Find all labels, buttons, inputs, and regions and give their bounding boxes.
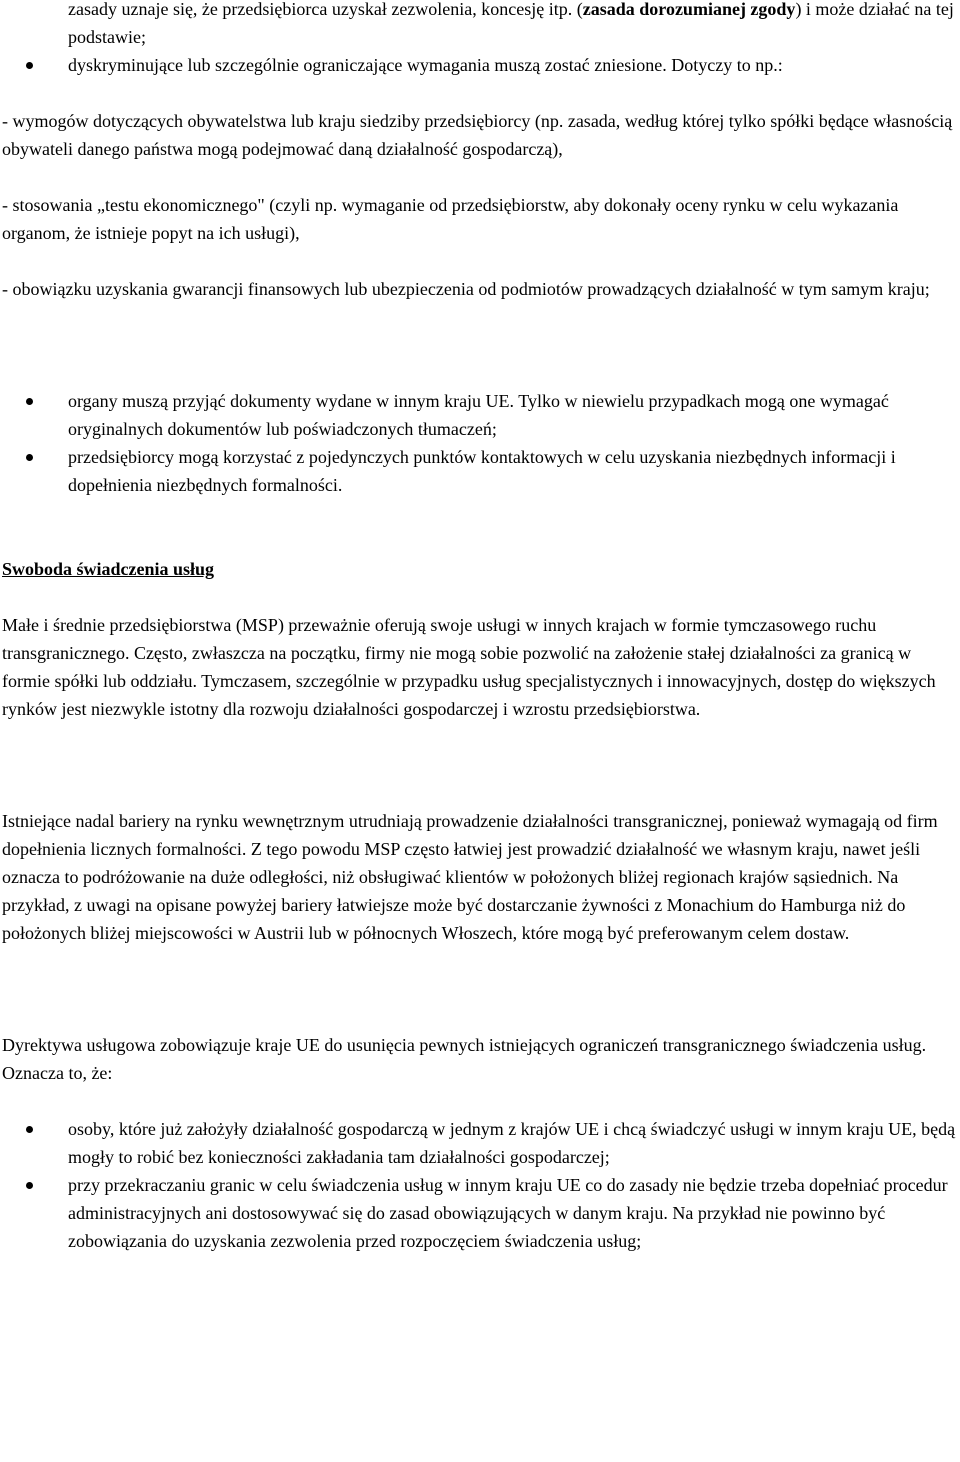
list-item bbox=[2, 51, 956, 79]
dash-item: - stosowania „testu ekonomicznego" (czyli np. wymaganie od przedsiębiorstw, aby dokonały oceny rynku w celu wykazania organom, że istnieje popyt na ich usługi), bbox=[2, 195, 899, 243]
document-page bbox=[2, 0, 956, 1255]
spacer bbox=[2, 247, 956, 275]
list-item-text: przedsiębiorcy mogą korzystać z pojedynczych punktów kontaktowych w celu uzyskania niezbędnych informacji i dopełnienia niezbędnych formalności. bbox=[68, 447, 896, 495]
list-item-continuation bbox=[2, 0, 956, 51]
dash-item: - obowiązku uzyskania gwarancji finansowych lub ubezpieczenia od podmiotów prowadzących działalność w tym samym kraju; bbox=[2, 279, 930, 299]
list-item-text: dyskryminujące lub szczególnie ograniczające wymagania muszą zostać zniesione. Dotyczy to np.: bbox=[68, 55, 783, 75]
spacer bbox=[2, 583, 956, 611]
list-item-text: organy muszą przyjąć dokumenty wydane w innym kraju UE. Tylko w niewielu przypadkach mogą one wymagać oryginalnych dokumentów lub poświadczonych tłumaczeń; bbox=[68, 391, 889, 439]
spacer bbox=[2, 303, 956, 387]
bullet-icon bbox=[26, 62, 33, 69]
paragraph: Istniejące nadal bariery na rynku wewnętrznym utrudniają prowadzenie działalności transgranicznej, ponieważ wymagają od firm dopełnienia licznych formalności. Z tego powodu MSP często łatwiej jest prowadzić działalność we własnym kraju, nawet jeśli oznacza to podróżowanie na duże odległości, niż obsługiwać klientów w położonych bliżej regionach krajów sąsiednich. Na przykład, z uwagi na opisane powyżej bariery łatwiejsze może być dostarczanie żywności z Monachium do Hamburga niż do położonych bliżej miejscowości w Austrii lub w północnych Włoszech, które mogą być preferowanym celem dostaw. bbox=[2, 811, 938, 943]
dash-item: - wymogów dotyczących obywatelstwa lub kraju siedziby przedsiębiorcy (np. zasada, według której tylko spółki będące własnością obywateli danego państwa mogą podejmować daną działalność gospodarczą), bbox=[2, 111, 953, 159]
mid-bullet-list bbox=[2, 387, 956, 499]
spacer bbox=[2, 947, 956, 1031]
bullet-icon bbox=[26, 1182, 33, 1189]
spacer bbox=[2, 499, 956, 555]
spacer bbox=[2, 79, 956, 107]
list-item bbox=[2, 1115, 956, 1171]
top-bullet-list bbox=[2, 0, 956, 79]
paragraph: Małe i średnie przedsiębiorstwa (MSP) przeważnie oferują swoje usługi w innych krajach w formie tymczasowego ruchu transgranicznego. Często, zwłaszcza na początku, firmy nie mogą sobie pozwolić na założenie stałej działalności za granicą w formie spółki lub oddziału. Tymczasem, szczególnie w przypadku usług specjalistycznych i innowacyjnych, dostęp do większych rynków jest niezwykle istotny dla rozwoju działalności gospodarczej i wzrostu przedsiębiorstwa. bbox=[2, 615, 936, 719]
list-item-text: osoby, które już założyły działalność gospodarczą w jednym z krajów UE i chcą świadczyć usługi w innym kraju UE, będą mogły to robić bez konieczności zakładania tam działalności gospodarczej; bbox=[68, 1119, 956, 1167]
paragraph: Dyrektywa usługowa zobowiązuje kraje UE do usunięcia pewnych istniejących ograniczeń transgranicznego świadczenia usług. Oznacza to, że: bbox=[2, 1035, 927, 1083]
bottom-bullet-list bbox=[2, 1115, 956, 1255]
continuation-text-post: ) i może działać na tej podstawie; bbox=[68, 0, 954, 47]
list-item bbox=[2, 443, 956, 499]
bullet-icon bbox=[26, 1126, 33, 1133]
list-item-text: przy przekraczaniu granic w celu świadczenia usług w innym kraju UE co do zasady nie będzie trzeba dopełniać procedur administracyjnych ani dostosowywać się do zasad obowiązujących w danym kraju. Na przykład nie powinno być zobowiązania do uzyskania zezwolenia przed rozpoczęciem świadczenia usług; bbox=[68, 1175, 948, 1251]
continuation-text-bold: zasada dorozumianej zgody bbox=[582, 0, 796, 19]
bullet-icon bbox=[26, 454, 33, 461]
spacer bbox=[2, 723, 956, 807]
bullet-icon bbox=[26, 398, 33, 405]
section-heading: Swoboda świadczenia usług bbox=[2, 559, 215, 579]
list-item bbox=[2, 1171, 956, 1255]
spacer bbox=[2, 163, 956, 191]
list-item bbox=[2, 387, 956, 443]
continuation-text-pre: zasady uznaje się, że przedsiębiorca uzyskał zezwolenia, koncesję itp. ( bbox=[68, 0, 583, 19]
spacer bbox=[2, 1087, 956, 1115]
